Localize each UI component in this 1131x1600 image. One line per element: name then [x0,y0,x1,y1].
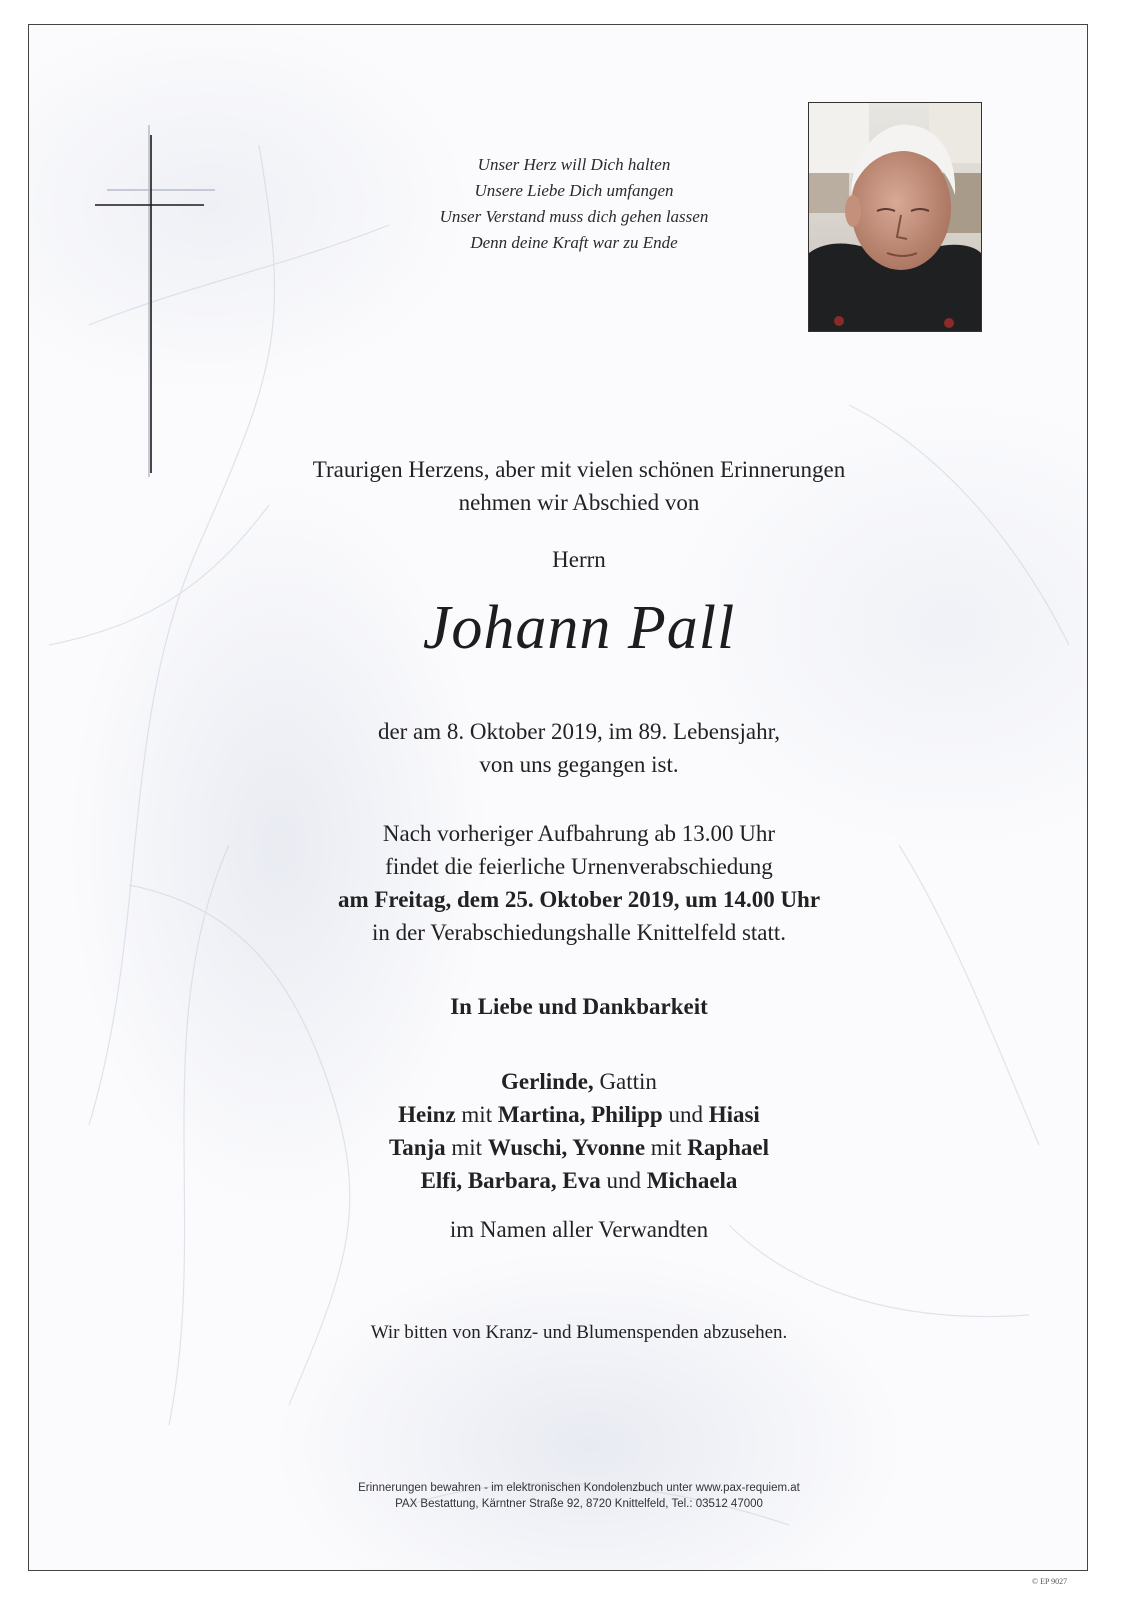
poem [404,152,744,256]
cross-icon [29,25,229,495]
family-connector: mit [645,1135,688,1160]
family-name: Wuschi, Yvonne [487,1135,646,1160]
relatives-note: im Namen aller Verwandten [449,1217,709,1242]
intro-line: nehmen wir Abschied von [458,490,700,515]
death-line: von uns gegangen ist. [479,752,679,777]
family-connector: und [600,1168,647,1193]
ceremony-date: am Freitag, dem 25. Oktober 2019, um 14.00 Uhr [337,887,821,912]
family-connector: und [662,1102,709,1127]
footer [229,1480,929,1512]
portrait-photo [808,102,982,332]
closing-phrase: In Liebe und Dankbarkeit [450,994,708,1019]
family-row [229,1131,929,1164]
poem-line: Unser Herz will Dich halten [477,155,671,174]
family-name: Heinz [398,1102,456,1127]
family-name: Michaela [646,1168,738,1193]
death-line: der am 8. Oktober 2019, im 89. Lebensjahr, [377,719,781,744]
intro-text [229,453,929,519]
family-connector: mit [455,1102,498,1127]
poem-line: Unsere Liebe Dich umfangen [474,181,674,200]
deceased-name: Johann Pall [422,594,736,662]
family-row [229,1065,929,1098]
ceremony-line: findet die feierliche Urnenverabschiedung [385,854,773,879]
obituary-card [28,24,1088,1571]
salutation: Herrn [552,547,606,572]
family-row [229,1098,929,1131]
footer-line: Erinnerungen bewahren - im elektronischen Kondolenzbuch unter www.pax-requiem.at [358,1482,800,1494]
death-notice [229,715,929,781]
document-code: © EP 9027 [1032,1577,1068,1586]
ceremony-line: Nach vorheriger Aufbahrung ab 13.00 Uhr [382,821,776,846]
family-name: Raphael [687,1135,770,1160]
poem-line: Denn deine Kraft war zu Ende [470,233,678,252]
ceremony-info [229,817,929,949]
family-list [229,1065,929,1197]
poem-line: Unser Verstand muss dich gehen lassen [439,207,709,226]
family-name: Gerlinde, [501,1069,594,1094]
footer-line: PAX Bestattung, Kärntner Straße 92, 8720 Knittelfeld, Tel.: 03512 47000 [395,1498,763,1510]
family-row [229,1164,929,1197]
family-name: Tanja [388,1135,446,1160]
family-relation: Gattin [593,1069,657,1094]
family-name: Martina, Philipp [497,1102,663,1127]
family-name: Hiasi [708,1102,760,1127]
family-connector: mit [445,1135,488,1160]
intro-line: Traurigen Herzens, aber mit vielen schönen Erinnerungen [312,457,846,482]
flower-request: Wir bitten von Kranz- und Blumenspenden abzusehen. [370,1322,788,1343]
ceremony-line: in der Verabschiedungshalle Knittelfeld statt. [371,920,787,945]
family-name: Elfi, Barbara, Eva [420,1168,601,1193]
